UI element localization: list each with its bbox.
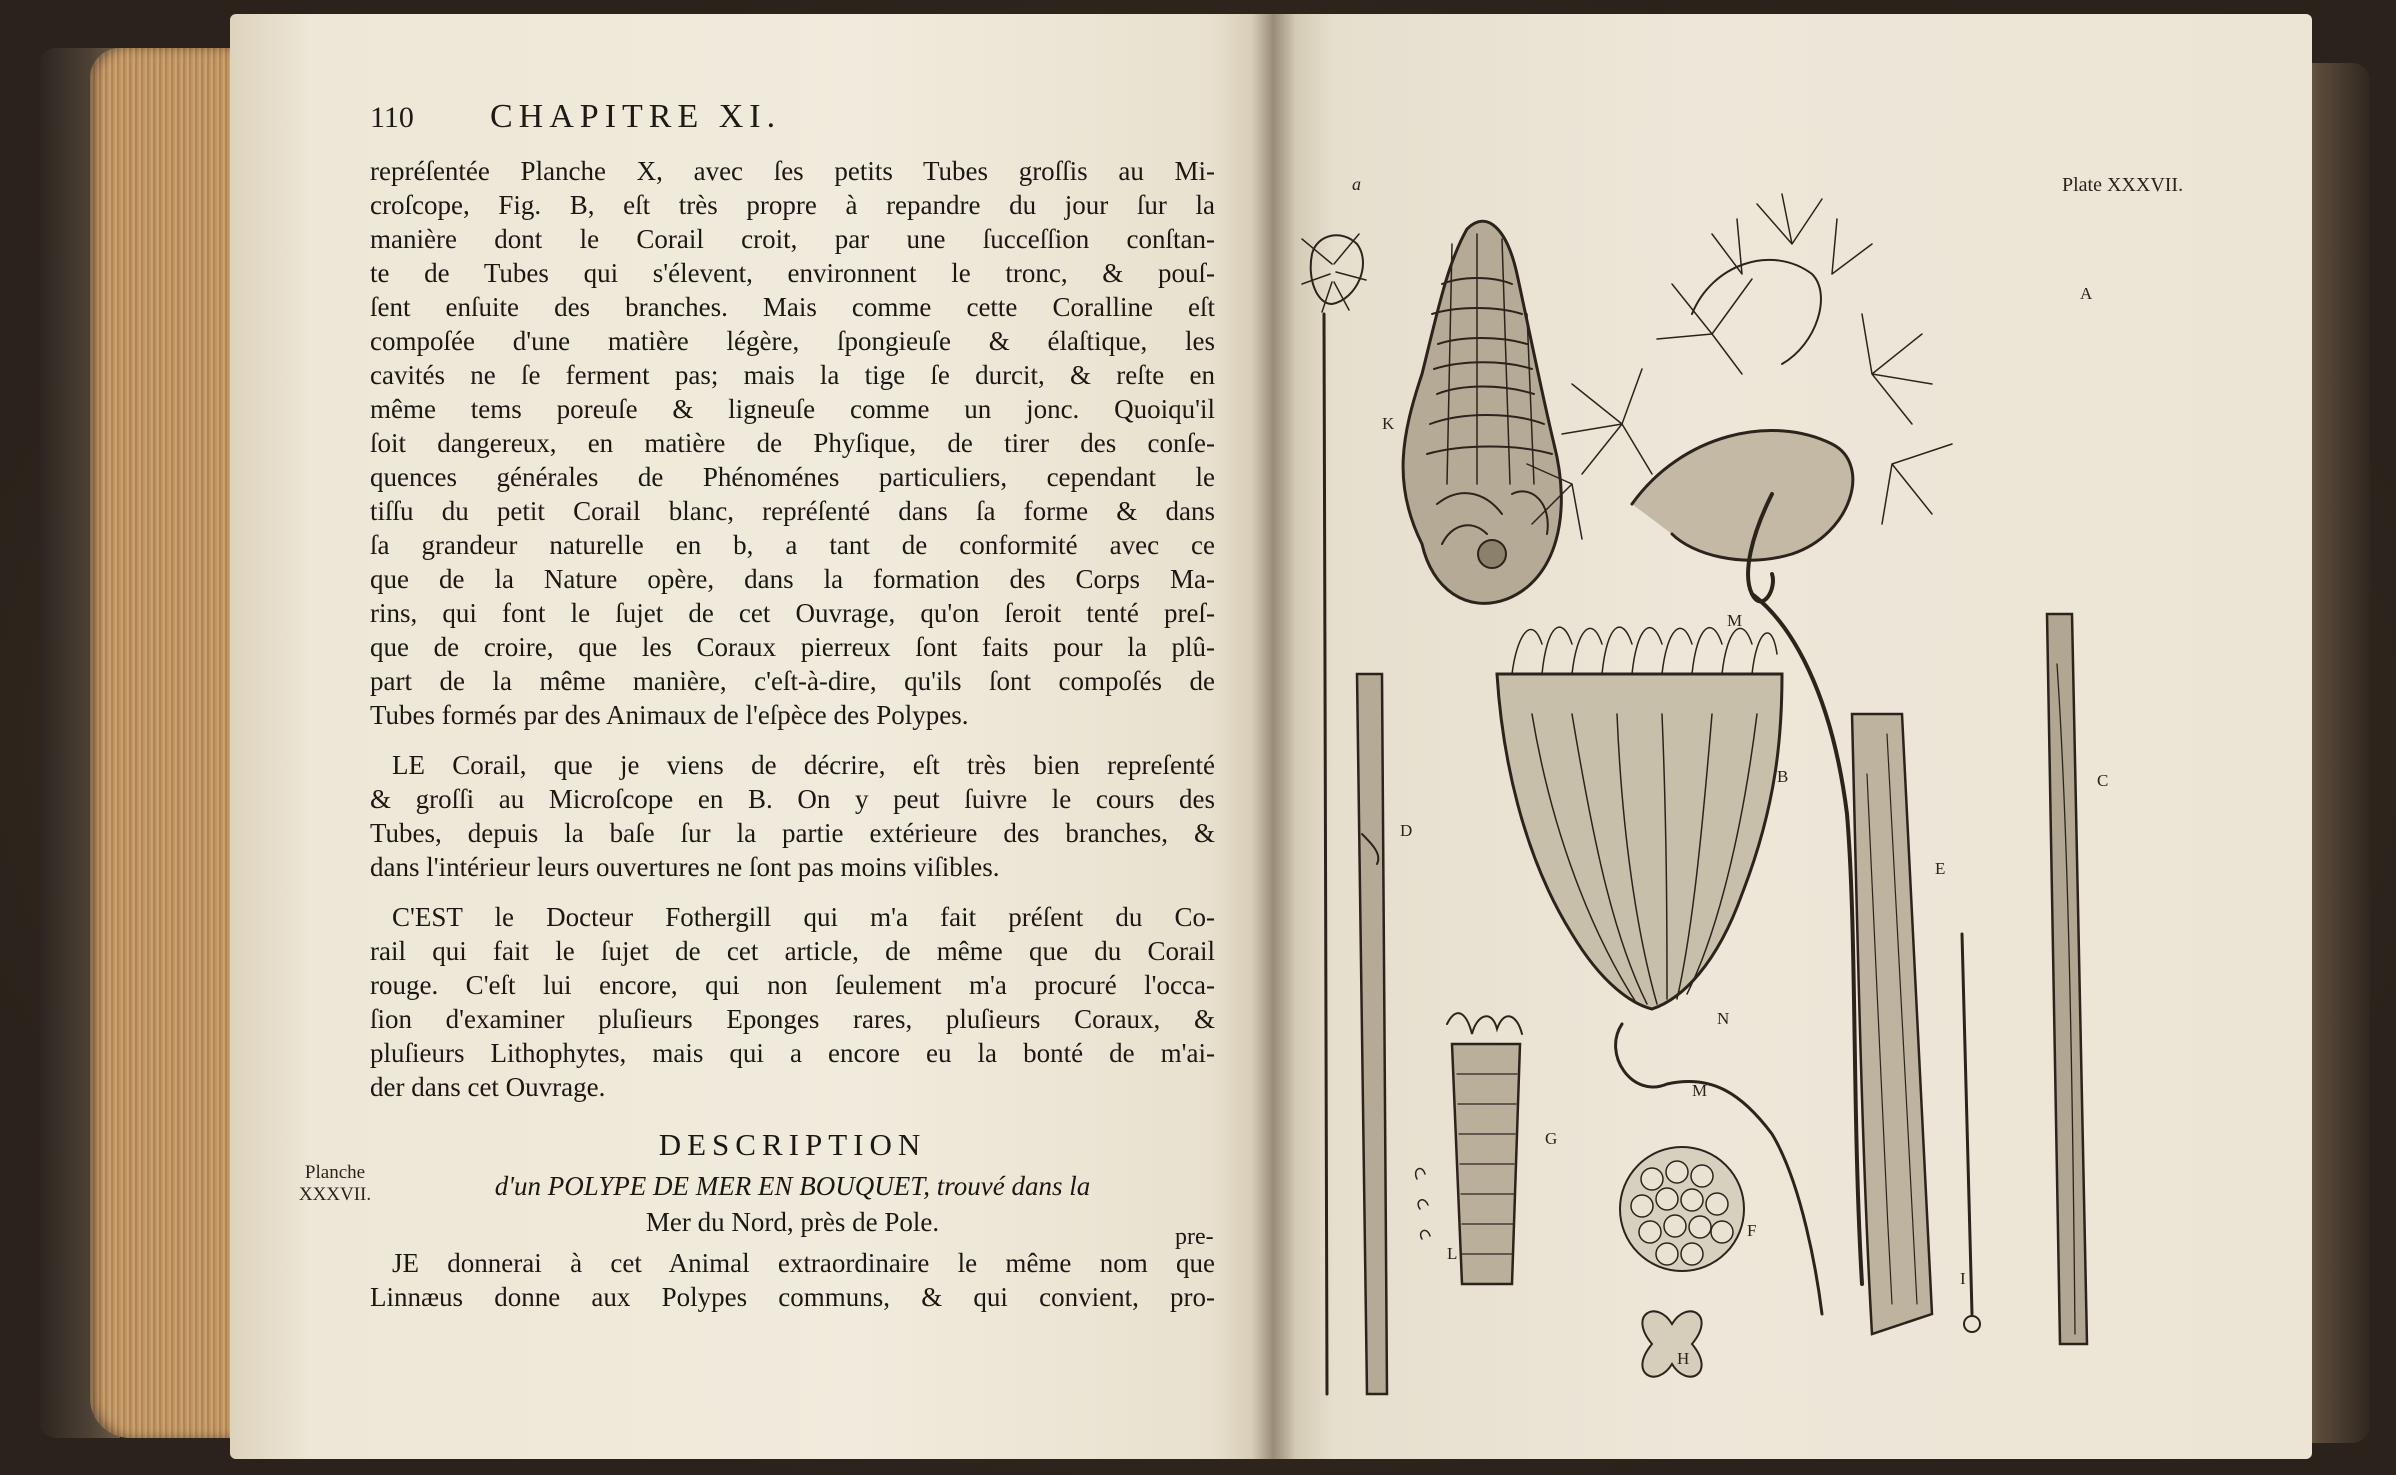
text-line: repréſentée Planche X, avec ſes petits Tubes groſſis au Mi-	[370, 156, 1215, 186]
figure-letter-e: E	[1935, 859, 1946, 878]
text-line: der dans cet Ouvrage.	[370, 1072, 606, 1102]
figure-e-stem	[1852, 714, 1932, 1334]
figure-letter-l: L	[1447, 1244, 1458, 1263]
text-line: quences générales de Phénoménes particuliers, cependant le	[370, 462, 1215, 492]
text-line: croſcope, Fig. B, eſt très propre à repandre du jour ſur la	[370, 190, 1215, 220]
figure-h-rosette	[1642, 1311, 1701, 1376]
engraved-plate	[1272, 14, 2312, 1459]
figure-letter-m: M	[1692, 1081, 1708, 1100]
paragraph-2	[370, 748, 1215, 884]
text-line: même tems poreuſe & ligneuſe comme un jonc. Quoiqu'il	[370, 394, 1215, 424]
text-line: ſion d'examiner pluſieurs Eponges rares, pluſieurs Coraux, &	[370, 1004, 1215, 1034]
chapter-title: CHAPITRE XI.	[490, 98, 782, 135]
section-subtitle	[370, 1168, 1215, 1240]
figure-letter-n: N	[1717, 1009, 1730, 1028]
text-line: manière dont le Corail croit, par une ſucceſſion conſtan-	[370, 224, 1215, 254]
page-number: 110	[370, 101, 414, 134]
text-line: ſoit dangereux, en matière de Phyſique, de tirer des conſe-	[370, 428, 1215, 458]
section-subtitle-line: Mer du Nord, près de Pole.	[645, 1207, 940, 1237]
margin-note-line: Planche	[304, 1162, 366, 1183]
right-page	[1272, 14, 2312, 1459]
figure-c-branch	[2047, 614, 2087, 1344]
text-line: dans l'intérieur leurs ouvertures ne ſont pas moins viſibles.	[370, 852, 1000, 882]
figure-letter-h: H	[1677, 1349, 1690, 1368]
open-book	[40, 8, 2370, 1468]
text-line: rouge. C'eſt lui encore, qui non ſeulement m'a procuré l'occa-	[370, 970, 1215, 1000]
text-line: Tubes, depuis la baſe ſur la partie extérieure des branches, &	[370, 818, 1215, 848]
text-line: & groſſi au Microſcope en B. On y peut ſuivre le cours des	[370, 784, 1215, 814]
paragraph-1	[370, 154, 1215, 732]
figure-letter-f: F	[1747, 1221, 1757, 1240]
text-line: C'EST le Docteur Fothergill qui m'a fait préſent du Co-	[392, 902, 1215, 932]
text-line: cavités ne ſe ferment pas; mais la tige ſe durcit, & reſte en	[370, 360, 1215, 390]
text-line: ſent enſuite des branches. Mais comme cette Coralline eſt	[370, 292, 1215, 322]
section-title: DESCRIPTION	[658, 1127, 927, 1162]
text-line: rail qui fait le ſujet de cet article, de même que du Corail	[370, 936, 1215, 966]
body-text	[370, 154, 1215, 1330]
text-line: Linnæus donne aux Polypes communs, & qui convient, pro-	[370, 1282, 1215, 1312]
figure-a-stalk	[1302, 234, 1366, 1394]
text-line: te de Tubes qui s'élevent, environnent le tronc, & pouſ-	[370, 258, 1215, 288]
margin-note	[285, 1162, 385, 1206]
figure-f-cluster	[1620, 1147, 1744, 1271]
section-subtitle-line: d'un POLYPE DE MER EN BOUQUET, trouvé dans la	[494, 1171, 1091, 1201]
figure-letter-a: A	[2080, 284, 2093, 303]
text-line: part de la même manière, c'eſt-à-dire, qu'ils ſont compoſés de	[370, 666, 1215, 696]
plate-label: Plate XXXVII.	[2062, 174, 2184, 196]
text-line: pluſieurs Lithophytes, mais qui a encore eu la bonté de m'ai-	[370, 1038, 1215, 1068]
text-line: LE Corail, que je viens de décrire, eſt très bien repreſenté	[392, 750, 1215, 780]
figure-letter-g: G	[1545, 1129, 1558, 1148]
running-head	[370, 98, 1090, 136]
figure-letter-d: D	[1400, 821, 1413, 840]
text-line: compoſée d'une matière légère, ſpongieuſe & élaſtique, les	[370, 326, 1215, 356]
text-line: tiſſu du petit Corail blanc, repréſenté dans ſa forme & dans	[370, 496, 1215, 526]
text-line: que de croire, que les Coraux pierreux ſont faits pour la plû-	[370, 632, 1215, 662]
figure-letter-k: K	[1382, 414, 1395, 433]
paragraph-4	[370, 1246, 1215, 1314]
figure-k-coral	[1403, 221, 1561, 603]
text-line: JE donnerai à cet Animal extraordinaire le même nom que	[392, 1248, 1215, 1278]
catchword: pre-	[1175, 1224, 1214, 1250]
text-line: Tubes formés par des Animaux de l'eſpèce des Polypes.	[370, 700, 969, 730]
figure-letter-b: B	[1777, 767, 1789, 786]
figure-letter-c: C	[2097, 771, 2109, 790]
text-line: que de la Nature opère, dans la formation des Corps Ma-	[370, 564, 1215, 594]
book-gutter	[1252, 14, 1296, 1459]
left-page	[230, 14, 1272, 1459]
text-line: ſa grandeur naturelle en b, a tant de conformité avec ce	[370, 530, 1215, 560]
figure-letter-i: I	[1960, 1269, 1966, 1288]
margin-note-line: XXXVII.	[298, 1184, 372, 1205]
paragraph-3	[370, 900, 1215, 1104]
text-line: rins, qui font le ſujet de cet Ouvrage, qu'on ſeroit tenté preſ-	[370, 598, 1215, 628]
figure-g-stalk	[1416, 1013, 1522, 1284]
figure-d-stem	[1357, 674, 1387, 1394]
corner-letter: a	[1352, 174, 1361, 194]
figure-letter-m: M	[1727, 611, 1743, 630]
